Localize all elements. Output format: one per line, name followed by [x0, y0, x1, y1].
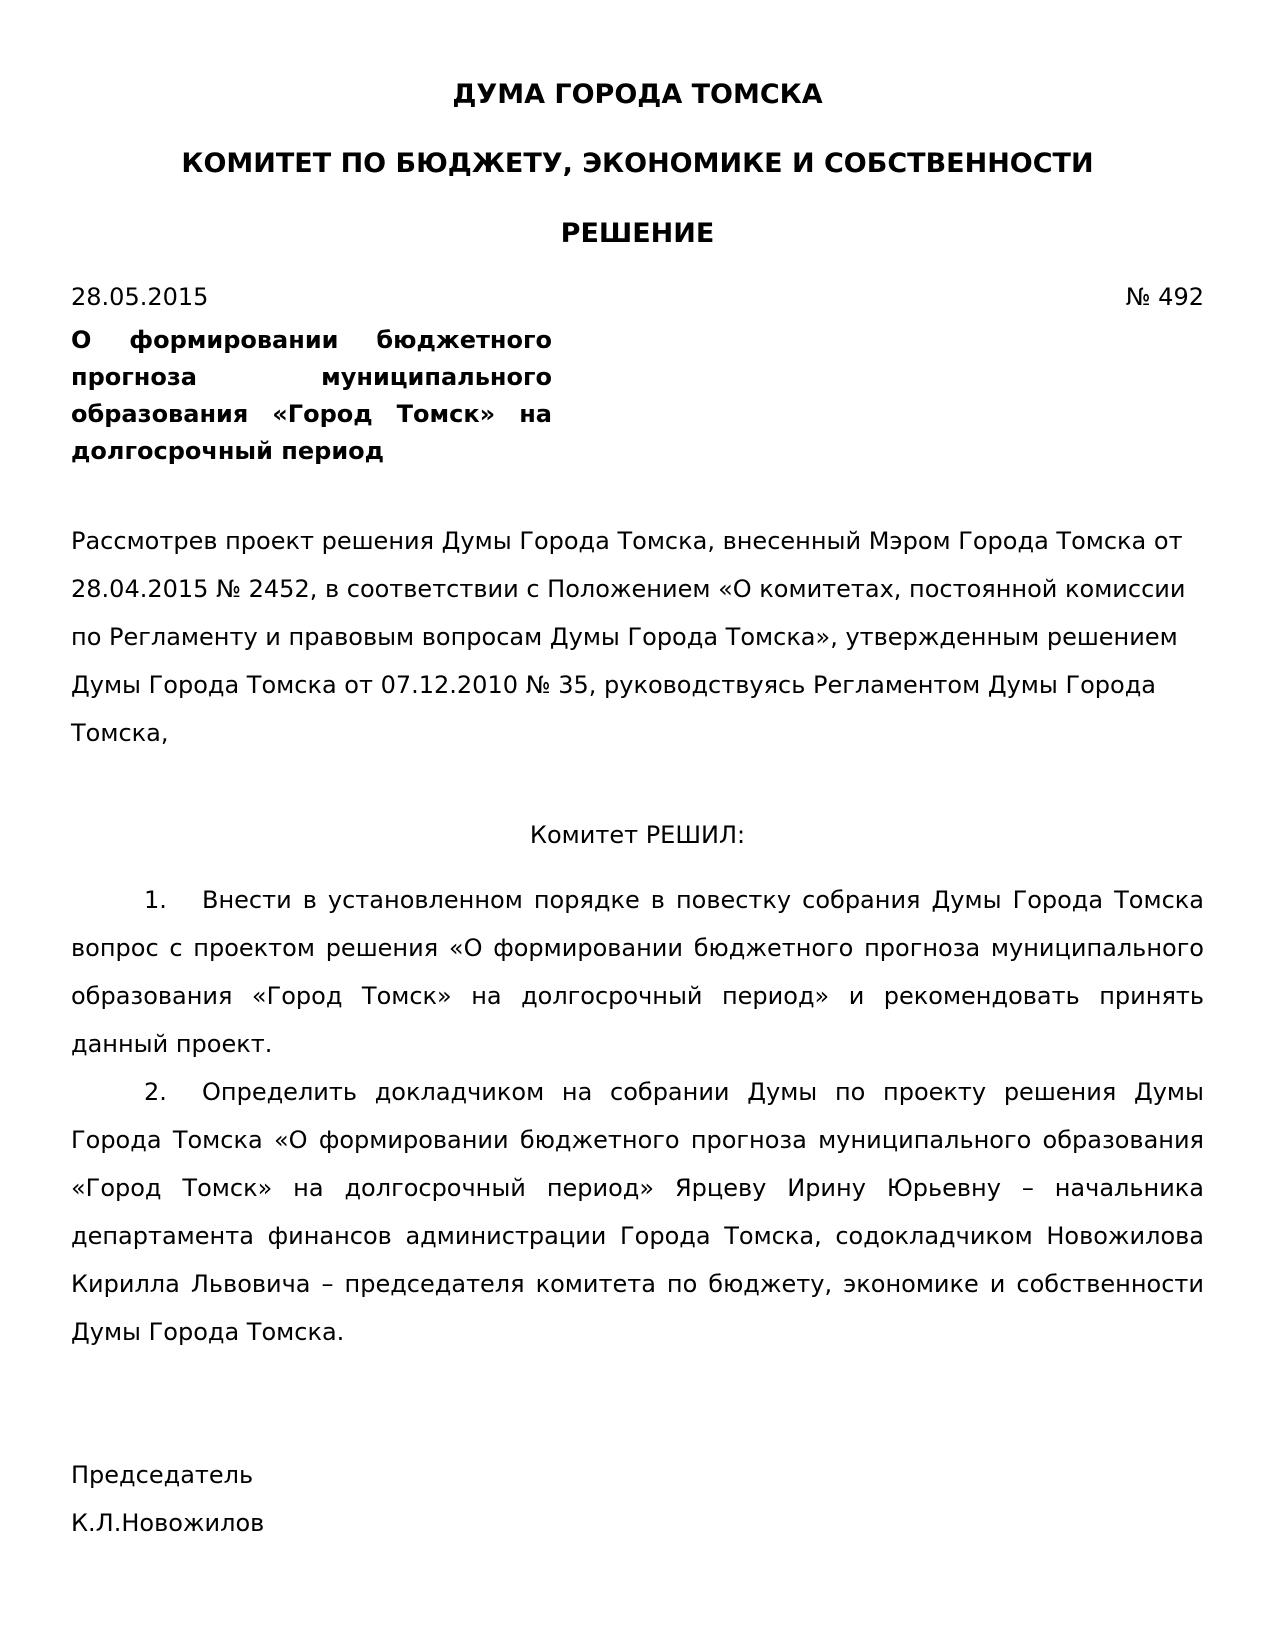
document-subject: О формировании бюджетного прогноза муниципального образования «Город Томск» на долгосрочный период: [71, 326, 552, 465]
decision-item-number: 1.: [144, 886, 167, 914]
signatory-title: Председатель: [71, 1461, 254, 1489]
document-number: № 492: [1125, 283, 1204, 311]
decision-label: Комитет РЕШИЛ:: [529, 821, 746, 849]
decision-item-2: [71, 1068, 1204, 1356]
document-meta-row: [71, 280, 1204, 314]
document-date: 28.05.2015: [71, 283, 209, 311]
document-type-title: РЕШЕНИЕ: [560, 218, 715, 249]
signatory-name: К.Л.Новожилов: [71, 1509, 265, 1537]
decision-item-1: [71, 876, 1204, 1068]
committee-title: КОМИТЕТ ПО БЮДЖЕТУ, ЭКОНОМИКЕ И СОБСТВЕННОСТИ: [181, 148, 1094, 179]
organization-title: ДУМА ГОРОДА ТОМСКА: [452, 79, 823, 110]
decision-item-text: Определить докладчиком на собрании Думы по проекту решения Думы Города Томска «О формировании бюджетного прогноза муниципального образования «Город Томск» на долгосрочный период» Ярцеву Ирину Юрьевну – начальника департамента финансов администрации Города Томска, содокладчиком Новожилова Кирилла Львовича – председателя комитета по бюджету, экономике и собственности Думы Города Томска.: [71, 1078, 1204, 1346]
preamble-paragraph: Рассмотрев проект решения Думы Города Томска, внесенный Мэром Города Томска от 28.04.2015 № 2452, в соответствии с Положением «О комитетах, постоянной комиссии по Регламенту и правовым вопросам Думы Города Томска», утвержденным решением Думы Города Томска от 07.12.2010 № 35, руководствуясь Регламентом Думы Города Томска,: [71, 527, 1186, 747]
signature-block: [71, 1451, 264, 1547]
decision-item-number: 2.: [144, 1078, 167, 1106]
decision-item-text: Внести в установленном порядке в повестку собрания Думы Города Томска вопрос с проектом решения «О формировании бюджетного прогноза муниципального образования «Город Томск» на долгосрочный период» и рекомендовать принять данный проект.: [71, 886, 1204, 1058]
